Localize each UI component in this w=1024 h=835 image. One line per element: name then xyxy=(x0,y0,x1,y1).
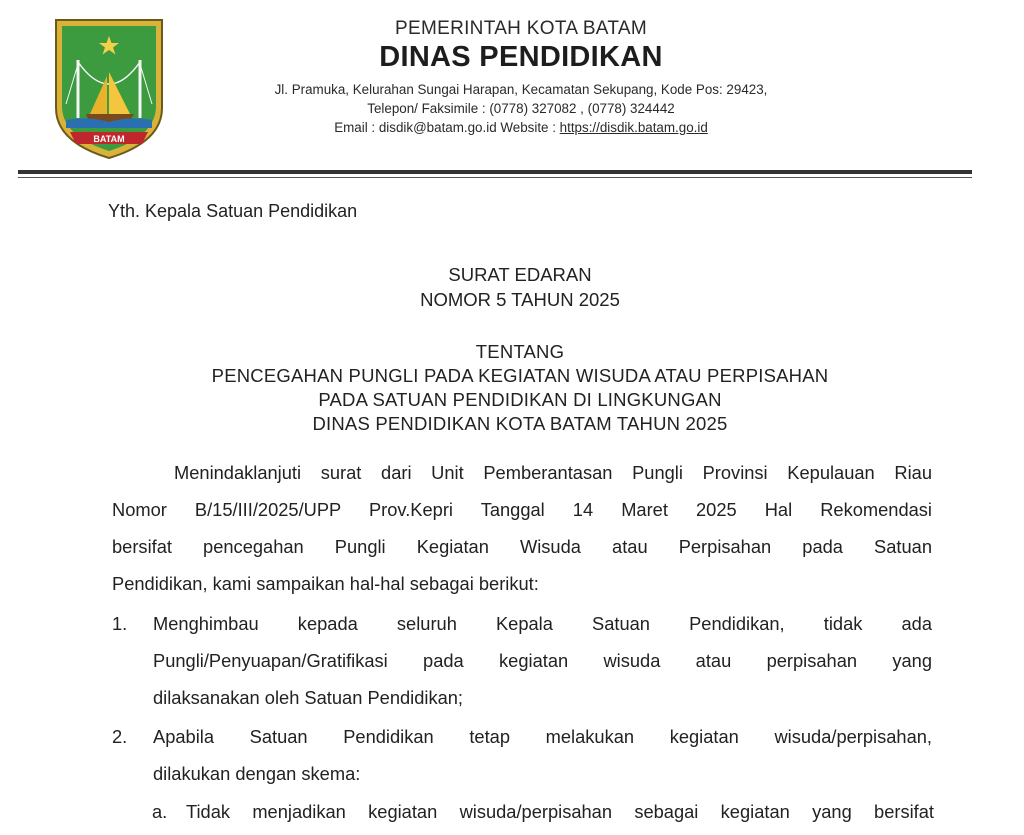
intro-line-1: Menindaklanjuti surat dari Unit Pemberantasan Pungli Provinsi Kepulauan Riau xyxy=(174,462,932,483)
logo-ribbon-text: BATAM xyxy=(93,134,125,144)
department-name: DINAS PENDIDIKAN xyxy=(379,41,663,73)
intro-line-4: Pendidikan, kami sampaikan hal-hal sebagai berikut: xyxy=(112,573,539,594)
recipient-line: Yth. Kepala Satuan Pendidikan xyxy=(108,201,358,221)
title-line-2: NOMOR 5 TAHUN 2025 xyxy=(420,289,620,310)
letterhead-address xyxy=(176,80,866,137)
city-emblem-logo xyxy=(52,16,166,162)
list-item-number: 2. xyxy=(112,726,128,747)
item-2-line-1: Apabila Satuan Pendidikan tetap melakukan kegiatan wisuda/perpisahan, xyxy=(153,726,932,747)
intro-paragraph xyxy=(112,454,932,602)
contact-line xyxy=(176,118,866,137)
subject-line-3: DINAS PENDIDIKAN KOTA BATAM TAHUN 2025 xyxy=(312,413,728,434)
document-subject xyxy=(120,340,920,436)
list-item-text xyxy=(153,718,932,792)
list-item-text xyxy=(153,605,932,716)
letterhead xyxy=(176,18,866,137)
list-item-number: 1. xyxy=(112,613,128,634)
sub-item-a-line-1: Tidak menjadikan kegiatan wisuda/perpisahan sebagai kegiatan yang bersifat xyxy=(186,801,934,822)
item-2-line-2: dilakukan dengan skema: xyxy=(153,763,361,784)
sub-item-text xyxy=(186,793,934,830)
item-1-line-1: Menghimbau kepada seluruh Kepala Satuan Pendidikan, tidak ada xyxy=(153,613,932,634)
address-line: Jl. Pramuka, Kelurahan Sungai Harapan, Kecamatan Sekupang, Kode Pos: 29423, xyxy=(274,82,768,97)
phone-line: Telepon/ Faksimile : (0778) 327082 , (0778) 324442 xyxy=(367,101,675,116)
website-link[interactable]: https://disdik.batam.go.id xyxy=(559,120,708,135)
letterhead-divider-thick xyxy=(18,170,972,174)
government-name: PEMERINTAH KOTA BATAM xyxy=(395,18,647,39)
subject-line-1: PENCEGAHAN PUNGLI PADA KEGIATAN WISUDA ATAU PERPISAHAN xyxy=(211,365,829,386)
letterhead-divider-thin xyxy=(18,177,972,178)
item-1-line-3: dilaksanakan oleh Satuan Pendidikan; xyxy=(153,687,463,708)
email-text: Email : disdik@batam.go.id Website : xyxy=(334,120,560,135)
sub-item-letter: a. xyxy=(152,801,168,822)
document-title xyxy=(120,262,920,312)
intro-line-2: Nomor B/15/III/2025/UPP Prov.Kepri Tanggal 14 Maret 2025 Hal Rekomendasi xyxy=(112,499,932,520)
item-1-line-2: Pungli/Penyuapan/Gratifikasi pada kegiatan wisuda atau perpisahan yang xyxy=(153,650,932,671)
title-line-1: SURAT EDARAN xyxy=(448,264,592,285)
intro-line-3: bersifat pencegahan Pungli Kegiatan Wisuda atau Perpisahan pada Satuan xyxy=(112,536,932,557)
subject-line-2: PADA SATUAN PENDIDIKAN DI LINGKUNGAN xyxy=(318,389,722,410)
subject-label: TENTANG xyxy=(475,341,565,362)
